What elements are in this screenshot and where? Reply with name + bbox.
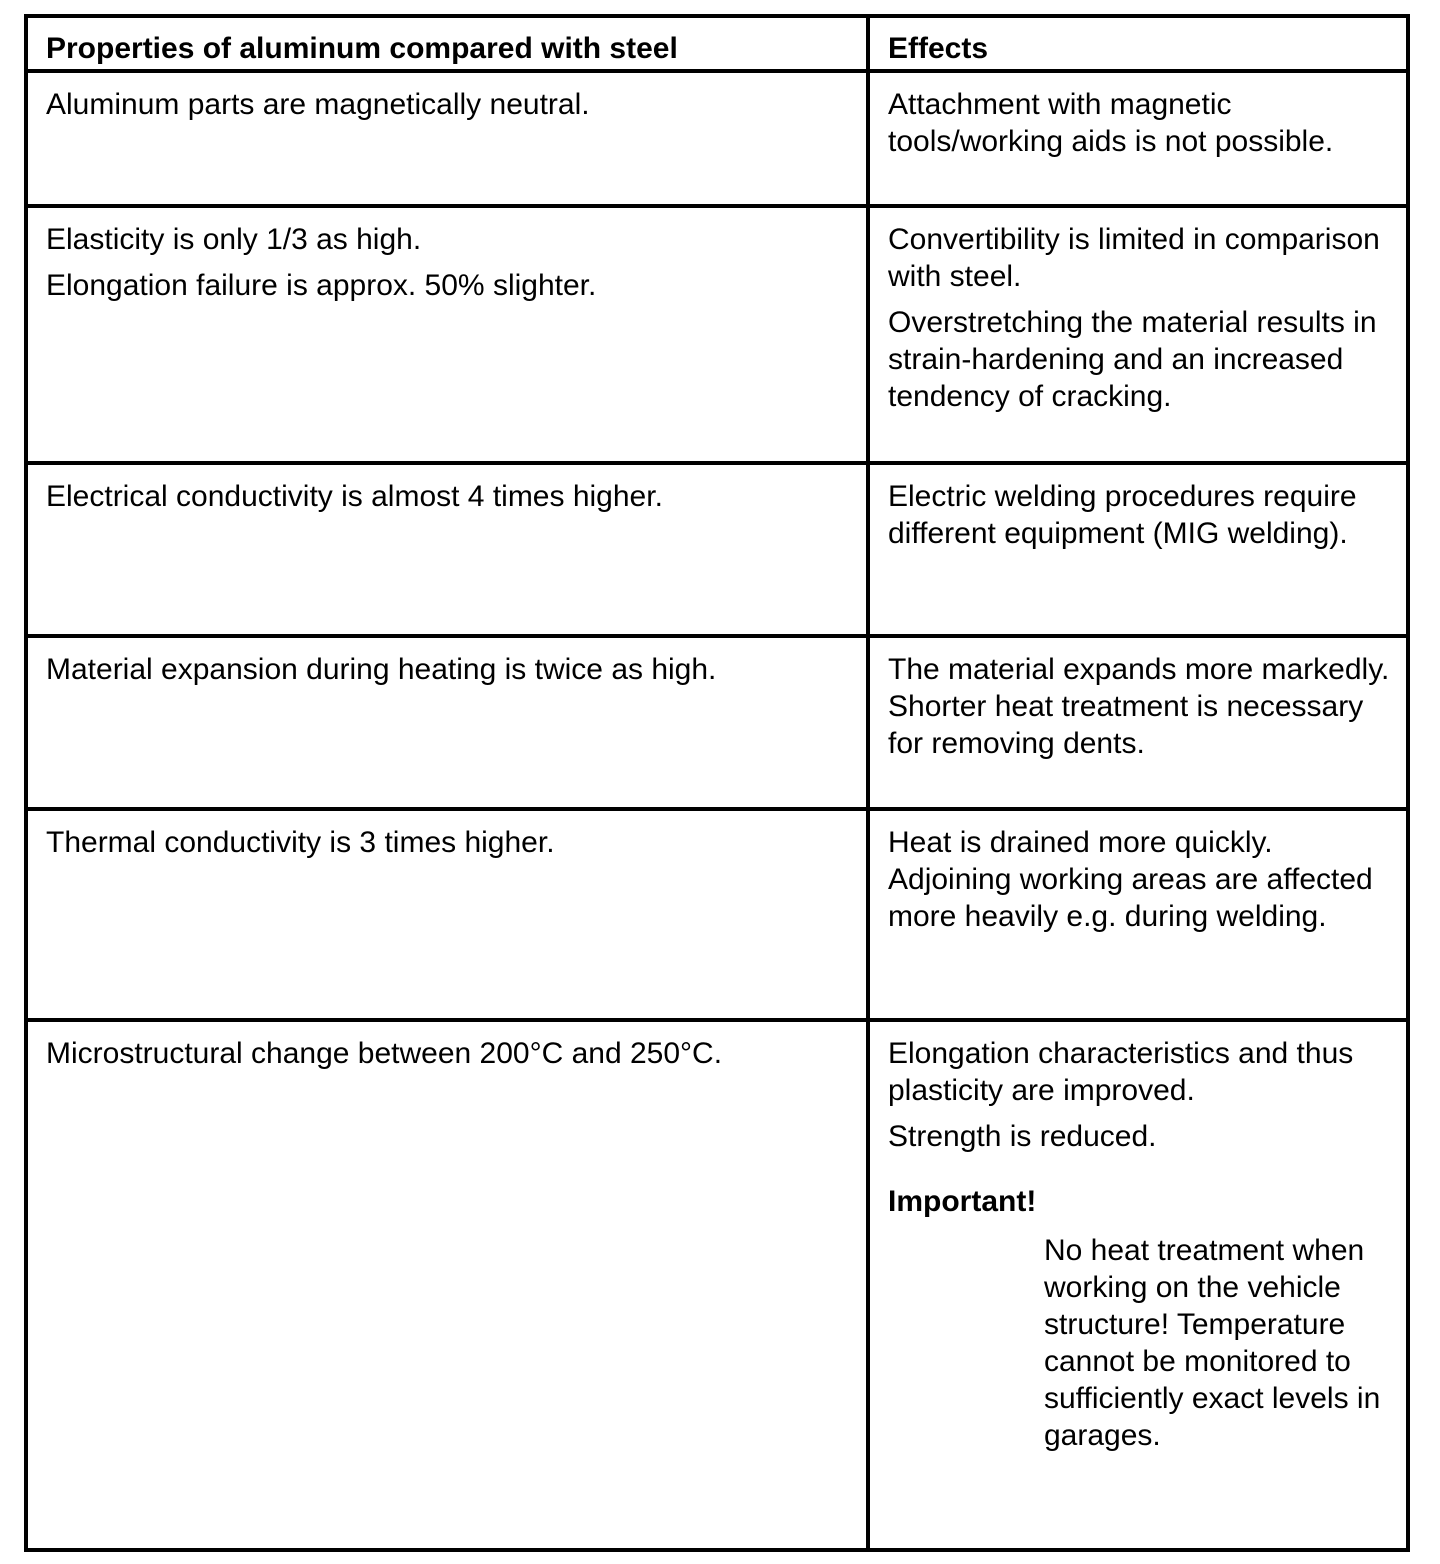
header-row [28, 18, 1406, 69]
effects-text: Heat is drained more quickly. Adjoining working areas are affected more heavily e.g. during welding. [888, 826, 1373, 933]
header-effects: Effects [888, 32, 989, 65]
effects-cell [888, 824, 1398, 935]
effects-cell [888, 478, 1398, 552]
effects-text: Elongation characteristics and thus plasticity are improved. [888, 1037, 1354, 1107]
important-label: Important! [888, 1185, 1037, 1218]
property-cell [46, 651, 846, 688]
property-text: Elongation failure is approx. 50% slighter. [46, 269, 597, 302]
effects-text: Convertibility is limited in comparison with steel. [888, 223, 1380, 293]
property-text: Elasticity is only 1/3 as high. [46, 223, 422, 256]
property-cell [46, 478, 846, 515]
table-row [28, 208, 1406, 461]
property-cell [46, 221, 846, 304]
effects-text: Overstretching the material results in strain-hardening and an increased tendency of cracking. [888, 306, 1377, 413]
effects-cell [888, 1035, 1398, 1454]
effects-cell [888, 221, 1398, 415]
effects-text: Electric welding procedures require different equipment (MIG welding). [888, 480, 1357, 550]
property-cell [46, 86, 846, 123]
table-row [28, 465, 1406, 634]
property-cell [46, 1035, 846, 1072]
property-text: Aluminum parts are magnetically neutral. [46, 88, 590, 121]
table-row [28, 638, 1406, 807]
property-cell [46, 824, 846, 861]
table-row [28, 811, 1406, 1018]
property-text: Thermal conductivity is 3 times higher. [46, 826, 555, 859]
effects-cell [888, 86, 1398, 160]
effects-cell [888, 651, 1398, 762]
effects-text: Strength is reduced. [888, 1120, 1157, 1153]
property-text: Microstructural change between 200°C and 250°C. [46, 1037, 723, 1070]
effects-text: Attachment with magnetic tools/working aids is not possible. [888, 88, 1334, 158]
effects-text: The material expands more markedly. Shorter heat treatment is necessary for removing dents. [888, 653, 1390, 760]
property-text: Material expansion during heating is twice as high. [46, 653, 717, 686]
important-note: No heat treatment when working on the vehicle structure! Temperature cannot be monitored to sufficiently exact levels in garages. [1044, 1234, 1381, 1452]
properties-table [24, 14, 1410, 1552]
table-row [28, 1022, 1406, 1548]
property-text: Electrical conductivity is almost 4 times higher. [46, 480, 663, 513]
table-row [28, 73, 1406, 204]
header-property: Properties of aluminum compared with steel [46, 32, 678, 65]
